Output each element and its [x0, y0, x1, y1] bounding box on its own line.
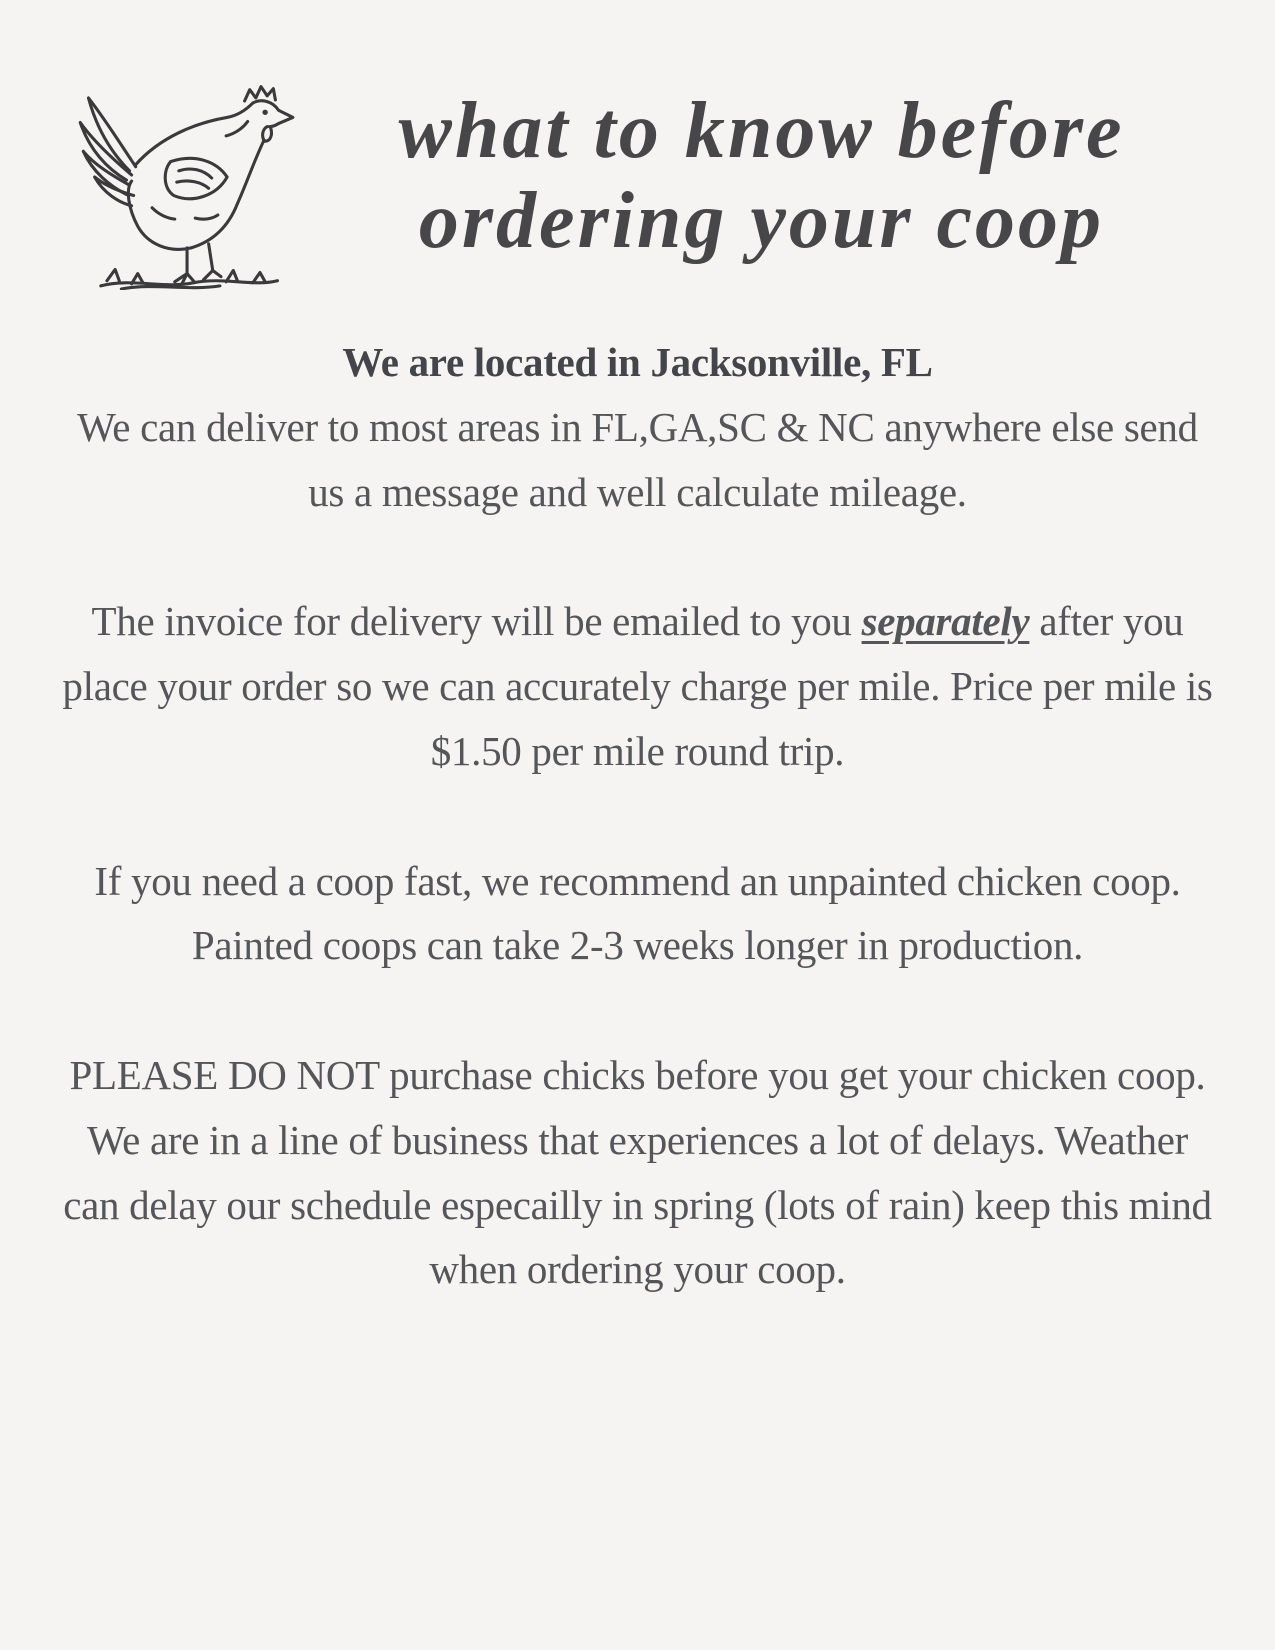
location-text: We can deliver to most areas in FL,GA,SC & NC anywhere else send us a message and well calculate mileage. — [77, 403, 1198, 515]
warning-text: PLEASE DO NOT purchase chicks before you get your chicken coop. We are in a line of business that experiences a lot of delays. Weather can delay our schedule especailly in spring (lots of rain) keep this mind when ordering your coop. — [63, 1052, 1212, 1293]
page-title-line1: what to know before — [398, 87, 1125, 176]
flyer-body — [55, 330, 1220, 1302]
page-title — [298, 87, 1215, 266]
invoice-paragraph — [55, 589, 1220, 783]
production-paragraph — [55, 849, 1220, 979]
chicken-icon — [72, 64, 298, 290]
header — [0, 0, 1275, 302]
invoice-emphasis-separately: separately — [861, 598, 1030, 645]
location-heading: We are located in Jacksonville, FL — [342, 339, 933, 385]
page-title-line2: ordering your coop — [418, 177, 1105, 265]
invoice-text-after: after you place your order so we can accurately charge per mile. Price per mile is $1.50 per mile round trip. — [62, 598, 1213, 774]
location-paragraph — [55, 330, 1220, 524]
invoice-text-before: The invoice for delivery will be emailed to you — [91, 598, 862, 645]
warning-paragraph — [55, 1043, 1220, 1302]
production-text: If you need a coop fast, we recommend an unpainted chicken coop. Painted coops can take 2-3 weeks longer in production. — [94, 857, 1181, 969]
